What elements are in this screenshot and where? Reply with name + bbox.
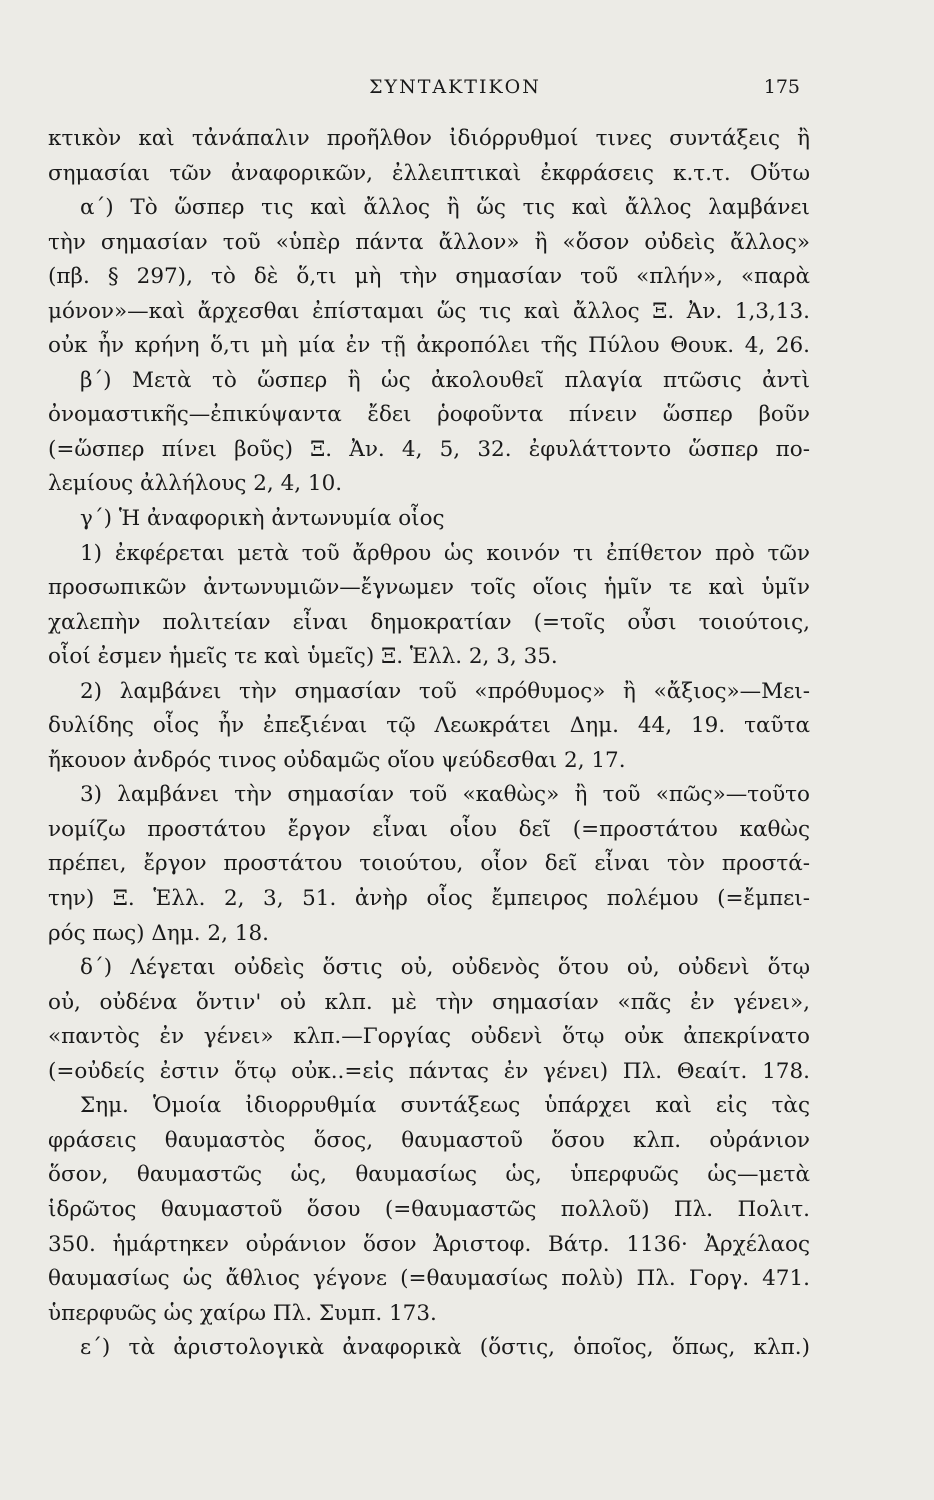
page-number: 175 bbox=[763, 76, 800, 98]
text-line: φράσεις θαυμαστὸς ὅσος, θαυμαστοῦ ὅσου κλπ. οὐράνιον bbox=[48, 1127, 810, 1153]
body-text bbox=[48, 122, 810, 1366]
text-line: μόνον»—καὶ ἄρχεσθαι ἐπίσταμαι ὥς τις καὶ ἄλλος Ξ. Ἀν. 1,3,13. bbox=[48, 298, 810, 324]
text-line: σημασίαι τῶν ἀναφορικῶν, ἐλλειπτικαὶ ἐκφράσεις κ.τ.τ. Οὕτω bbox=[48, 160, 810, 186]
text-line: λεμίους ἀλλήλους 2, 4, 10. bbox=[48, 471, 343, 497]
text-line: ρός πως) Δημ. 2, 18. bbox=[48, 920, 269, 946]
text-line: β΄) Μετὰ τὸ ὥσπερ ἢ ὡς ἀκολουθεῖ πλαγία πτῶσις ἀντὶ bbox=[80, 367, 810, 393]
text-line: δυλίδης οἷος ἦν ἐπεξιέναι τῷ Λεωκράτει Δημ. 44, 19. ταῦτα bbox=[48, 713, 810, 739]
text-line: οὐ, οὐδένα ὅντιν' οὐ κλπ. μὲ τὴν σημασίαν «πᾶς ἐν γένει», bbox=[48, 989, 810, 1015]
text-line: α΄) Τὸ ὥσπερ τις καὶ ἄλλος ἢ ὥς τις καὶ ἄλλος λαμβάνει bbox=[80, 195, 810, 221]
page-header bbox=[110, 76, 800, 106]
text-line: (=οὐδείς ἐστιν ὅτῳ οὐκ..=εἰς πάντας ἐν γένει) Πλ. Θεαίτ. 178. bbox=[48, 1058, 810, 1084]
text-line: χαλεπὴν πολιτείαν εἶναι δημοκρατίαν (=τοῖς οὖσι τοιούτοις, bbox=[48, 609, 810, 635]
text-line: 3) λαμβάνει τὴν σημασίαν τοῦ «καθὼς» ἢ τοῦ «πῶς»—τοῦτο bbox=[80, 782, 810, 808]
text-line: ὀνομαστικῆς—ἐπικύψαντα ἔδει ῥοφοῦντα πίνειν ὥσπερ βοῦν bbox=[48, 402, 810, 428]
text-line: ὅσον, θαυμαστῶς ὡς, θαυμασίως ὡς, ὑπερφυῶς ὡς—μετὰ bbox=[48, 1162, 810, 1188]
text-line: κτικὸν καὶ τἀνάπαλιν προῆλθον ἰδιόρρυθμοί τινες συντάξεις ἢ bbox=[48, 126, 810, 151]
text-line: (πβ. § 297), τὸ δὲ ὅ,τι μὴ τὴν σημασίαν τοῦ «πλήν», «παρὰ bbox=[48, 264, 810, 290]
text-line: οὐκ ἦν κρήνη ὅ,τι μὴ μία ἐν τῇ ἀκροπόλει τῆς Πύλου Θουκ. 4, 26. bbox=[48, 333, 810, 359]
text-line: 1) ἐκφέρεται μετὰ τοῦ ἄρθρου ὡς κοινόν τι ἐπίθετον πρὸ τῶν bbox=[80, 540, 810, 566]
text-line: θαυμασίως ὡς ἄθλιος γέγονε (=θαυμασίως πολὺ) Πλ. Γοργ. 471. bbox=[48, 1266, 810, 1292]
text-line: ἤκουον ἀνδρός τινος οὐδαμῶς οἵου ψεύδεσθαι 2, 17. bbox=[48, 747, 626, 773]
text-line: γ΄) Ἡ ἀναφορικὴ ἀντωνυμία οἷος bbox=[80, 506, 445, 532]
text-line: Σημ. Ὁμοία ἰδιορρυθμία συντάξεως ὑπάρχει καὶ εἰς τὰς bbox=[80, 1093, 810, 1119]
text-line: 2) λαμβάνει τὴν σημασίαν τοῦ «πρόθυμος» ἢ «ἄξιος»—Μει- bbox=[80, 678, 810, 704]
text-line: 350. ἡμάρτηκεν οὐράνιον ὅσον Ἀριστοφ. Βάτρ. 1136· Ἀρχέλαος bbox=[48, 1231, 810, 1257]
text-line: (=ὥσπερ πίνει βοῦς) Ξ. Ἀν. 4, 5, 32. ἐφυλάττοντο ὥσπερ πο- bbox=[48, 436, 810, 462]
text-line: πρέπει, ἔργον προστάτου τοιούτου, οἷον δεῖ εἶναι τὸν προστά- bbox=[48, 851, 810, 877]
text-line: ἱδρῶτος θαυμαστοῦ ὅσου (=θαυμαστῶς πολλοῦ) Πλ. Πολιτ. bbox=[48, 1196, 810, 1222]
text-line: οἷοί ἐσμεν ἡμεῖς τε καὶ ὑμεῖς) Ξ. Ἑλλ. 2, 3, 35. bbox=[48, 644, 558, 670]
text-line: δ΄) Λέγεται οὐδεὶς ὅστις οὐ, οὐδενὸς ὅτου οὐ, οὐδενὶ ὅτῳ bbox=[80, 955, 810, 981]
text-line: προσωπικῶν ἀντωνυμιῶν—ἔγνωμεν τοῖς οἵοις ἡμῖν τε καὶ ὑμῖν bbox=[48, 575, 810, 601]
text-line: ὑπερφυῶς ὡς χαίρω Πλ. Συμπ. 173. bbox=[48, 1300, 437, 1326]
text-line: τὴν σημασίαν τοῦ «ὑπὲρ πάντα ἄλλον» ἢ «ὅσον οὐδεὶς ἄλλος» bbox=[48, 229, 810, 255]
running-title: ΣΥΝΤΑΚΤΙΚΟΝ bbox=[369, 76, 541, 98]
text-line: ε΄) τὰ ἀριστολογικὰ ἀναφορικὰ (ὅστις, ὁποῖος, ὅπως, κλπ.) bbox=[80, 1335, 810, 1361]
text-line: νομίζω προστάτου ἔργον εἶναι οἷου δεῖ (=προστάτου καθὼς bbox=[48, 816, 810, 842]
text-line: την) Ξ. Ἑλλ. 2, 3, 51. ἀνὴρ οἷος ἔμπειρος πολέμου (=ἔμπει- bbox=[48, 886, 810, 912]
text-line: «παντὸς ἐν γένει» κλπ.—Γοργίας οὐδενὶ ὅτῳ οὐκ ἀπεκρίνατο bbox=[48, 1024, 810, 1050]
